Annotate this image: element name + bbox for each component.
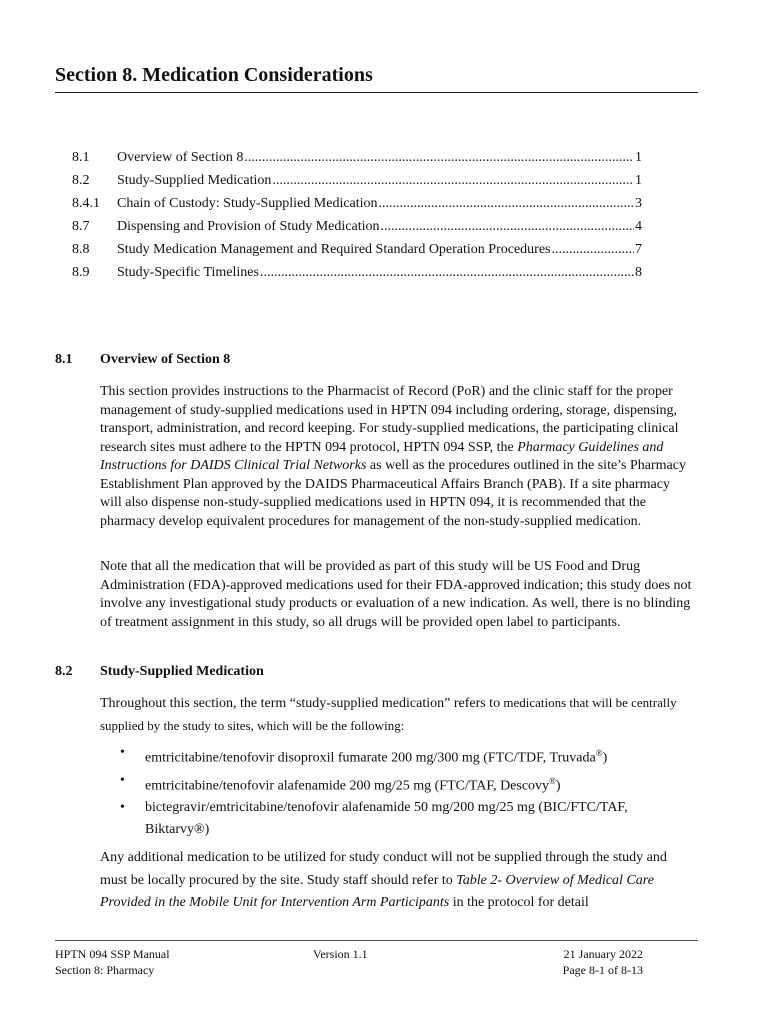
section-heading-8-1 (55, 352, 230, 368)
paragraph-text: in the protocol for detail (449, 895, 589, 910)
toc-number: 8.1 (72, 150, 90, 165)
section-number: 8.2 (55, 664, 73, 679)
toc-leader-dots (272, 173, 634, 189)
list-item (100, 742, 692, 770)
bullet-icon: • (120, 745, 125, 760)
toc-label[interactable]: Study Medication Management and Required Standard Operation Procedures (117, 242, 551, 257)
bullet-icon: • (120, 800, 125, 816)
toc-page-number: 1 (635, 150, 642, 165)
toc-leader-dots (379, 196, 634, 212)
toc-label[interactable]: Overview of Section 8 (117, 150, 244, 165)
footer-right (563, 946, 643, 978)
toc-row[interactable] (72, 150, 642, 173)
overview-paragraph (100, 383, 692, 531)
bullet-icon: • (120, 772, 125, 788)
page-title: Section 8. Medication Considerations (55, 64, 698, 93)
toc-label[interactable]: Dispensing and Provision of Study Medication (117, 219, 380, 234)
registered-mark: ® (549, 775, 556, 786)
paragraph-text: Throughout this section, the term “study-supplied medication” refers to (100, 696, 501, 711)
list-item (100, 770, 692, 798)
toc-number: 8.4.1 (72, 196, 100, 211)
footer-date: 21 January 2022 (563, 947, 643, 961)
page-footer (55, 940, 698, 977)
toc-leader-dots (552, 242, 635, 258)
footer-left (55, 946, 170, 978)
toc-number: 8.2 (72, 173, 90, 188)
list-item-text: ) (602, 750, 608, 766)
list-item (100, 797, 692, 841)
toc-number: 8.7 (72, 219, 90, 234)
toc-number: 8.9 (72, 265, 90, 280)
toc-page-number: 8 (635, 265, 642, 280)
footer-manual: HPTN 094 SSP Manual (55, 947, 170, 961)
toc-number: 8.8 (72, 242, 90, 257)
toc-label[interactable]: Chain of Custody: Study-Supplied Medication (117, 196, 378, 211)
toc-leader-dots (260, 265, 634, 281)
section-heading-8-2 (55, 664, 264, 680)
paragraph-text: medications that will be centrally supplied by the study to sites, which will be the following: (100, 695, 677, 733)
registered-mark: ® (595, 748, 603, 758)
paragraph-text: Any additional medication to be utilized for study conduct will not be supplied through the study and must be locally procured by the site. Study staff should refer to (100, 850, 667, 888)
table-reference-italic: Table 2- Overview of Medical Care Provided in the Mobile Unit for Intervention Arm Participants (100, 872, 654, 910)
section-title: Study-Supplied Medication (100, 664, 264, 679)
fda-note-paragraph: Note that all the medication that will be provided as part of this study will be US Food and Drug Administration (FDA)-approved medications used for their FDA-approved indication; this study does not involve any investigational study products or evaluation of a new indication. As well, there is no blinding of treatment assignment in this study, so all drugs will be provided open label to participants. (100, 559, 692, 630)
toc-row[interactable] (72, 242, 642, 265)
toc-page-number: 1 (635, 173, 642, 188)
toc-row[interactable] (72, 196, 642, 219)
list-item-text: bictegravir/emtricitabine/tenofovir alafenamide 50 mg/200 mg/25 mg (BIC/FTC/TAF, Biktarvy®) (145, 800, 628, 838)
footer-section: Section 8: Pharmacy (55, 963, 155, 977)
toc-leader-dots (244, 150, 634, 166)
toc-page-number: 7 (635, 242, 642, 257)
toc-page-number: 4 (635, 219, 642, 234)
list-item-text: emtricitabine/tenofovir alafenamide 200 mg/25 mg (FTC/TAF, Descovy (145, 778, 550, 794)
toc-page-number: 3 (635, 196, 642, 211)
toc-leader-dots (381, 219, 635, 235)
toc-row[interactable] (72, 265, 642, 288)
footer-page-number: Page 8-1 of 8-13 (562, 963, 643, 977)
toc-label[interactable]: Study-Supplied Medication (117, 173, 272, 188)
toc-row[interactable] (72, 219, 642, 242)
medication-intro-paragraph (100, 692, 692, 737)
footer-version: Version 1.1 (313, 947, 368, 961)
medication-list (100, 742, 692, 841)
paragraph-text: as well as the procedures outlined in the site’s Pharmacy Establishment Plan approved by the DAIDS Pharmaceutical Affairs Branch (PAB). If a site pharmacy will also dispense non-study-supplied medications used in HPTN 094, it is recommended that the pharmacy develop equivalent procedures for management of the non-study-supplied medication. (100, 458, 686, 529)
toc-label[interactable]: Study-Specific Timelines (117, 265, 259, 280)
toc-row[interactable] (72, 173, 642, 196)
table-of-contents (72, 150, 642, 288)
paragraph-text: This section provides instructions to the Pharmacist of Record (PoR) and the clinic staff for the proper management of study-supplied medications used in HPTN 094 including ordering, storage, dispensing, transport, administration, and record keeping. For study-supplied medications, the participating clinical research sites must adhere to the HPTN 094 protocol, HPTN 094 SSP, the (100, 384, 679, 455)
section-title: Overview of Section 8 (100, 352, 231, 367)
section-number: 8.1 (55, 352, 73, 367)
additional-medication-paragraph (100, 847, 692, 915)
list-item-text: ) (555, 778, 561, 794)
list-item-text: emtricitabine/tenofovir disoproxil fumarate 200 mg/300 mg (FTC/TDF, Truvada (145, 750, 596, 766)
guideline-title-italic: Pharmacy Guidelines and Instructions for DAIDS Clinical Trial Networks (100, 439, 664, 473)
